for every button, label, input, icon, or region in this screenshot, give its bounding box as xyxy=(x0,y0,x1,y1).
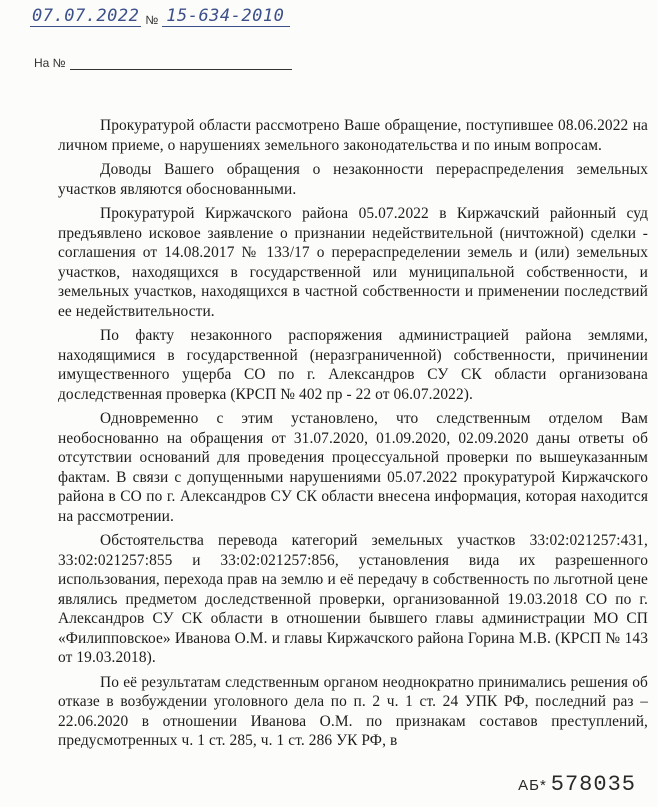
number-sign: № xyxy=(145,13,159,27)
serial-prefix: АБ* xyxy=(518,777,547,794)
reference-label: На № xyxy=(34,56,66,70)
paragraph: Доводы Вашего обращения о незаконности перераспределения земельных участков являются обоснованными. xyxy=(58,161,648,198)
paragraph: Обстоятельства перевода категорий земельных участков 33:02:021257:431, 33:02:021257:855 и 33:02:021257:856, установления вида их разрешенного использования, перехода прав на землю и её передачу в собственность по льготной цене являлись предметом доследственной проверки, организованной 19.03.2018 СО по г. Александров СУ СК области в отношении бывшего главы администрации МО СП «Филипповское» Иванова О.М. и главы Киржачского района Горина М.В. (КРСП № 143 от 19.03.2018). xyxy=(58,532,648,666)
paragraph: По факту незаконного распоряжения администрацией района землями, находящимися в государственной (неразграниченной) собственности, причинении имущественного ущерба СО по г. Александров СУ СК области организована доследственная проверка (КРСП № 402 пр - 22 от 06.07.2022). xyxy=(58,327,648,403)
header-date-number-line xyxy=(30,6,290,27)
handwritten-date: 07.07.2022 xyxy=(32,6,140,26)
header-reference-line xyxy=(30,56,292,70)
paragraph: По её результатам следственным органом неоднократно принимались решения об отказе в возбуждении уголовного дела по п. 2 ч. 1 ст. 24 УПК РФ, последний раз – 22.06.2020 в отношении Иванова О.М. по признакам составов преступлений, предусмотренных ч. 1 ст. 285, ч. 1 ст. 286 УК РФ, в xyxy=(58,673,648,749)
letter-body xyxy=(58,116,648,756)
serial-number: 578035 xyxy=(550,772,636,797)
reference-blank-line xyxy=(70,59,292,70)
paragraph: Прокуратурой области рассмотрено Ваше обращение, поступившее 08.06.2022 на личном приеме, о нарушениях земельного законодательства и по иным вопросам. xyxy=(58,117,648,154)
handwritten-outgoing-number: 15-634-2010 xyxy=(162,6,290,27)
form-serial-number xyxy=(518,772,636,797)
paragraph: Прокуратурой Киржачского района 05.07.2022 в Киржачский районный суд предъявлено исковое заявление о признании недействительной (ничтожной) сделки - соглашения от 14.08.2017 № 133/17 о перераспределении земель и (или) земельных участков, находящихся в государственной или муниципальной собственности, и земельных участков, находящихся в частной собственности и применении последствий ее недействительности. xyxy=(58,205,648,320)
paragraph: Одновременно с этим установлено, что следственным отделом Вам необоснованно на обращения от 31.07.2020, 01.09.2020, 02.09.2020 даны ответы об отсутствии оснований для проведения процессуальной проверки по вышеуказанным фактам. В связи с допущенными нарушениями 05.07.2022 прокуратурой Киржачского района в СО по г. Александров СУ СК области внесена информация, которая находится на рассмотрении. xyxy=(58,410,648,525)
